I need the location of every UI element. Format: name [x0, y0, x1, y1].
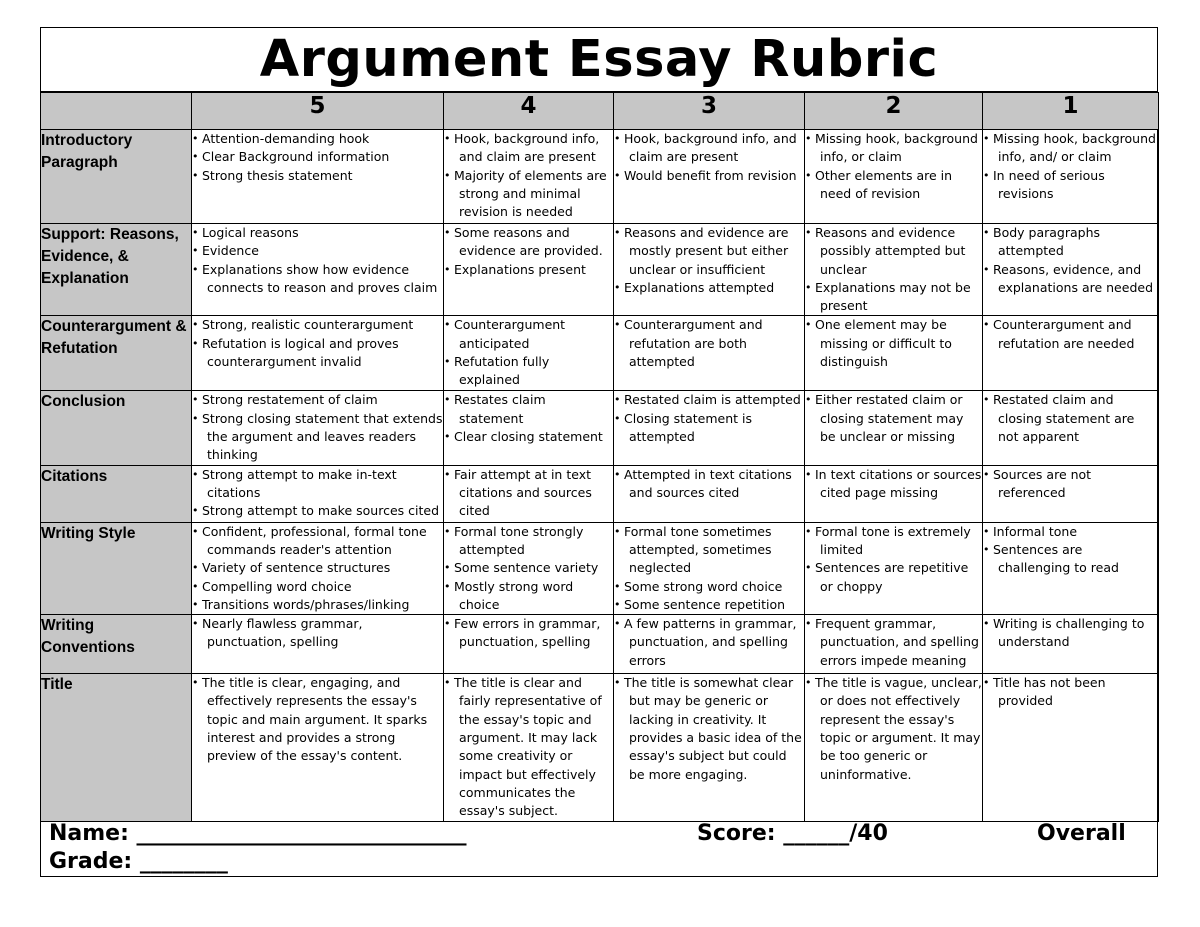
rubric-cell — [983, 674, 1159, 822]
criteria-list — [444, 391, 613, 446]
rubric-cell — [805, 522, 983, 614]
list-item — [444, 224, 613, 261]
criteria-list — [805, 466, 982, 503]
criterion-label: Citations — [41, 465, 192, 522]
criteria-list — [444, 466, 613, 521]
score-header-1: 1 — [983, 93, 1159, 130]
list-item — [444, 615, 613, 652]
list-item — [983, 130, 1158, 167]
list-item — [192, 148, 443, 166]
list-item-text: • Some sentence variety — [454, 560, 599, 576]
list-item — [983, 224, 1158, 261]
list-item-text: • Sources are not referenced — [993, 466, 1092, 500]
rubric-cell — [614, 130, 805, 224]
list-item-text: • Hook, background info, and claim are present — [454, 131, 600, 165]
rubric-cell — [614, 391, 805, 465]
list-item-text: • Nearly flawless grammar, punctuation, spelling — [202, 616, 363, 650]
list-item-text: • Counterargument anticipated — [454, 317, 566, 351]
list-item-text: • Some sentence repetition — [624, 596, 786, 612]
criteria-list — [192, 523, 443, 614]
list-item-text: • Hook, background info, and claim are present — [624, 131, 797, 165]
list-item-text: • Compelling word choice — [202, 578, 352, 594]
list-item — [614, 279, 804, 297]
criteria-list — [614, 615, 804, 670]
list-item-text: • Confident, professional, formal tone commands reader's attention — [202, 523, 427, 557]
rubric-cell — [444, 130, 614, 224]
criteria-list — [614, 224, 804, 297]
list-item-text: • Strong, realistic counterargument — [202, 317, 414, 333]
rubric-cell — [805, 316, 983, 391]
rubric-row — [41, 316, 1159, 391]
list-item-text: • The title is clear and fairly representative of the essay's topic and argument. It may lack some creativity or impact but effectively communicates the essay's subject. — [454, 675, 602, 819]
criteria-list — [444, 674, 613, 820]
list-item-text: • Title has not been provided — [993, 675, 1106, 709]
list-item-text: • Some reasons and evidence are provided. — [454, 225, 603, 259]
rubric-cell — [805, 130, 983, 224]
list-item-text: • Strong attempt to make sources cited — [202, 503, 439, 519]
criterion-label: Writing Conventions — [41, 615, 192, 674]
criteria-list — [805, 523, 982, 596]
rubric-cell — [614, 522, 805, 614]
list-item-text: • The title is somewhat clear but may be generic or lacking in creativity. It provides a basic idea of the essay's subject but could be more engaging. — [624, 675, 802, 782]
rubric-cell — [614, 316, 805, 391]
list-item-text: • The title is vague, unclear, or does not effectively represent the essay's topic or argument. It may be too generic or uninformative. — [815, 675, 982, 782]
list-item-text: • Formal tone sometimes attempted, sometimes neglected — [624, 523, 772, 576]
list-item — [614, 466, 804, 503]
rubric-cell — [444, 674, 614, 822]
rubric-body — [41, 130, 1159, 822]
list-item-text: • Explanations show how evidence connects to reason and proves claim — [202, 261, 438, 295]
list-item-text: • Transitions words/phrases/linking — [202, 596, 410, 612]
criterion-label: Counterargument & Refutation — [41, 316, 192, 391]
list-item — [192, 466, 443, 503]
list-item — [983, 391, 1158, 446]
header-corner — [41, 93, 192, 130]
list-item — [614, 596, 804, 614]
list-item — [614, 674, 804, 784]
criterion-label: Writing Style — [41, 522, 192, 614]
list-item — [192, 224, 443, 242]
score-header-2: 2 — [805, 93, 983, 130]
rubric-cell — [614, 465, 805, 522]
rubric-cell — [192, 615, 444, 674]
rubric-cell — [805, 465, 983, 522]
criterion-label: Title — [41, 674, 192, 822]
rubric-cell — [192, 130, 444, 224]
list-item-text: • Explanations may not be present — [815, 279, 971, 314]
list-item — [614, 224, 804, 279]
rubric-cell — [192, 391, 444, 465]
criteria-list — [983, 224, 1158, 297]
list-item — [192, 615, 443, 652]
list-item-text: • Missing hook, background info, and/ or claim — [993, 131, 1156, 165]
list-item-text: • Body paragraphs attempted — [993, 225, 1101, 259]
criteria-list — [983, 615, 1158, 652]
list-item-text: • Reasons and evidence are mostly present but either unclear or insufficient — [624, 225, 789, 277]
list-item-text: • Fair attempt at in text citations and sources cited — [454, 466, 592, 519]
list-item — [805, 559, 982, 596]
list-item-text: • Sentences are challenging to read — [993, 541, 1119, 576]
rubric-cell — [192, 674, 444, 822]
list-item — [444, 167, 613, 222]
list-item — [192, 596, 443, 614]
list-item-text: • Would benefit from revision — [624, 167, 797, 183]
rubric-cell — [444, 465, 614, 522]
list-item — [444, 578, 613, 615]
criteria-list — [983, 130, 1158, 203]
rubric-cell — [983, 130, 1159, 224]
list-item — [805, 615, 982, 670]
list-item-text: • Few errors in grammar, punctuation, spelling — [454, 616, 601, 650]
list-item-text: • Attempted in text citations and sources cited — [624, 466, 792, 500]
list-item — [192, 391, 443, 409]
score-header-3: 3 — [614, 93, 805, 130]
criteria-list — [805, 224, 982, 315]
list-item — [444, 261, 613, 279]
list-item — [614, 578, 804, 596]
list-item — [983, 316, 1158, 353]
list-item — [614, 410, 804, 447]
list-item — [192, 316, 443, 334]
list-item — [192, 559, 443, 577]
criteria-list — [192, 316, 443, 371]
criteria-list — [805, 674, 982, 784]
criteria-list — [805, 615, 982, 670]
list-item-text: • Evidence — [202, 243, 259, 259]
rubric-row — [41, 522, 1159, 614]
list-item-text: • Formal tone is extremely limited — [815, 523, 971, 557]
list-item — [614, 167, 804, 185]
list-item-text: • Reasons, evidence, and explanations are needed — [993, 261, 1153, 295]
criteria-list — [614, 466, 804, 503]
list-item — [805, 391, 982, 446]
criteria-list — [192, 391, 443, 464]
rubric-cell — [444, 224, 614, 316]
criteria-list — [444, 615, 613, 652]
list-item — [805, 130, 982, 167]
list-item-text: • A few patterns in grammar, punctuation, and spelling errors — [624, 616, 797, 668]
list-item-text: • Strong restatement of claim — [202, 392, 378, 408]
list-item-text: • Reasons and evidence possibly attempted but unclear — [815, 225, 966, 277]
rubric-cell — [614, 615, 805, 674]
list-item — [805, 224, 982, 279]
list-item — [192, 261, 443, 298]
list-item — [614, 391, 804, 409]
list-item — [192, 167, 443, 185]
criteria-list — [983, 466, 1158, 503]
list-item — [983, 674, 1158, 711]
list-item — [444, 466, 613, 521]
rubric-cell — [614, 674, 805, 822]
criteria-list — [444, 523, 613, 614]
list-item — [444, 428, 613, 446]
name-field-label: Name: ______________________________ — [49, 821, 467, 846]
criteria-list — [192, 615, 443, 652]
rubric-cell — [614, 224, 805, 316]
rubric-row — [41, 391, 1159, 465]
score-header-5: 5 — [192, 93, 444, 130]
criteria-list — [614, 316, 804, 371]
list-item — [192, 502, 443, 520]
list-item — [444, 130, 613, 167]
criteria-list — [444, 130, 613, 221]
rubric-table — [40, 92, 1159, 822]
list-item-text: • Attention-demanding hook — [202, 131, 370, 146]
list-item — [444, 391, 613, 428]
list-item-text: • Clear closing statement — [454, 429, 603, 445]
list-item — [614, 523, 804, 578]
list-item — [192, 335, 443, 372]
list-item-text: • In text citations or sources cited page missing — [815, 466, 982, 500]
list-item — [444, 559, 613, 577]
list-item-text: • Strong thesis statement — [202, 167, 353, 183]
criteria-list — [444, 316, 613, 389]
rubric-cell — [805, 224, 983, 316]
list-item-text: • Counterargument and refutation are both attempted — [624, 317, 763, 370]
list-item — [983, 466, 1158, 503]
rubric-sheet — [40, 27, 1158, 877]
list-item — [192, 130, 443, 148]
list-item-text: • Restates claim statement — [454, 392, 546, 426]
criteria-list — [614, 391, 804, 446]
rubric-cell — [983, 316, 1159, 391]
grade-field-label: Grade: ________ — [49, 849, 228, 874]
criteria-list — [614, 130, 804, 185]
rubric-cell — [983, 522, 1159, 614]
criteria-list — [192, 130, 443, 185]
rubric-cell — [983, 391, 1159, 465]
list-item-text: • Formal tone strongly attempted — [454, 523, 584, 557]
list-item — [192, 523, 443, 560]
rubric-row — [41, 130, 1159, 224]
list-item-text: • Sentences are repetitive or choppy — [815, 560, 969, 594]
criteria-list — [983, 316, 1158, 353]
score-header-4: 4 — [444, 93, 614, 130]
list-item-text: • Variety of sentence structures — [202, 560, 391, 576]
criteria-list — [983, 523, 1158, 578]
rubric-cell — [983, 224, 1159, 316]
list-item-text: • Restated claim and closing statement are not apparent — [993, 392, 1135, 445]
criteria-list — [983, 391, 1158, 446]
list-item — [192, 410, 443, 465]
list-item-text: • Some strong word choice — [624, 578, 783, 594]
list-item — [983, 541, 1158, 578]
list-item-text: • One element may be missing or difficult to distinguish — [815, 317, 952, 370]
criteria-list — [444, 224, 613, 279]
rubric-cell — [192, 522, 444, 614]
list-item — [805, 316, 982, 371]
list-item-text: • Missing hook, background info, or claim — [815, 131, 978, 165]
criteria-list — [614, 674, 804, 784]
list-item — [444, 316, 613, 353]
list-item — [983, 615, 1158, 652]
rubric-cell — [444, 391, 614, 465]
list-item — [805, 523, 982, 560]
rubric-cell — [805, 615, 983, 674]
list-item — [614, 316, 804, 371]
list-item-text: • Either restated claim or closing statement may be unclear or missing — [815, 392, 964, 445]
rubric-cell — [805, 674, 983, 822]
list-item — [192, 578, 443, 596]
list-item — [444, 674, 613, 820]
list-item-text: • Explanations attempted — [624, 279, 775, 295]
list-item — [983, 261, 1158, 298]
list-item — [614, 615, 804, 670]
list-item — [805, 167, 982, 204]
list-item-text: • The title is clear, engaging, and effectively represents the essay's topic and main argument. It sparks interest and provides a strong preview of the essay's content. — [202, 675, 428, 764]
list-item-text: • Restated claim is attempted — [624, 392, 801, 408]
criteria-list — [805, 130, 982, 203]
score-header-row — [41, 93, 1159, 130]
rubric-cell — [192, 465, 444, 522]
rubric-cell — [192, 316, 444, 391]
list-item — [192, 242, 443, 260]
rubric-cell — [983, 465, 1159, 522]
criterion-label: Conclusion — [41, 391, 192, 465]
list-item-text: • Strong attempt to make in-text citations — [202, 466, 397, 500]
criteria-list — [192, 224, 443, 297]
criteria-list — [192, 466, 443, 521]
rubric-row — [41, 224, 1159, 316]
list-item-text: • Clear Background information — [202, 149, 390, 165]
list-item — [192, 674, 443, 765]
list-item-text: • Closing statement is attempted — [624, 410, 752, 445]
list-item-text: • Other elements are in need of revision — [815, 167, 953, 201]
list-item — [805, 674, 982, 784]
rubric-row — [41, 674, 1159, 822]
rubric-cell — [444, 522, 614, 614]
list-item — [805, 466, 982, 503]
overall-label: Overall — [1037, 821, 1126, 846]
rubric-cell — [983, 615, 1159, 674]
criterion-label: Introductory Paragraph — [41, 130, 192, 224]
criteria-list — [614, 523, 804, 614]
criteria-list — [192, 674, 443, 765]
list-item-text: • Explanations present — [454, 261, 586, 277]
rubric-cell — [192, 224, 444, 316]
list-item-text: • Refutation is logical and proves counterargument invalid — [202, 335, 399, 370]
rubric-cell — [444, 615, 614, 674]
rubric-row — [41, 615, 1159, 674]
list-item-text: • Logical reasons — [202, 225, 299, 240]
list-item-text: • In need of serious revisions — [993, 167, 1105, 201]
criterion-label: Support: Reasons, Evidence, & Explanation — [41, 224, 192, 316]
criteria-list — [805, 391, 982, 446]
list-item — [805, 279, 982, 316]
rubric-cell — [444, 316, 614, 391]
list-item-text: • Refutation fully explained — [454, 354, 550, 388]
criteria-list — [805, 316, 982, 371]
list-item — [444, 523, 613, 560]
list-item — [983, 523, 1158, 541]
list-item-text: • Writing is challenging to understand — [993, 616, 1145, 650]
list-item-text: • Strong closing statement that extends the argument and leaves readers thinking — [202, 410, 443, 463]
list-item-text: • Frequent grammar, punctuation, and spelling errors impede meaning — [815, 616, 979, 668]
list-item-text: • Counterargument and refutation are needed — [993, 317, 1135, 351]
list-item — [614, 130, 804, 167]
rubric-row — [41, 465, 1159, 522]
list-item — [983, 167, 1158, 204]
score-field-label: Score: ______/40 — [697, 821, 888, 846]
list-item — [444, 353, 613, 390]
rubric-cell — [805, 391, 983, 465]
criteria-list — [983, 674, 1158, 711]
list-item-text: • Majority of elements are strong and minimal revision is needed — [454, 167, 607, 220]
footer — [41, 820, 1157, 876]
page-title: Argument Essay Rubric — [41, 28, 1157, 92]
list-item-text: • Informal tone — [993, 523, 1078, 539]
list-item-text: • Mostly strong word choice — [454, 578, 574, 612]
